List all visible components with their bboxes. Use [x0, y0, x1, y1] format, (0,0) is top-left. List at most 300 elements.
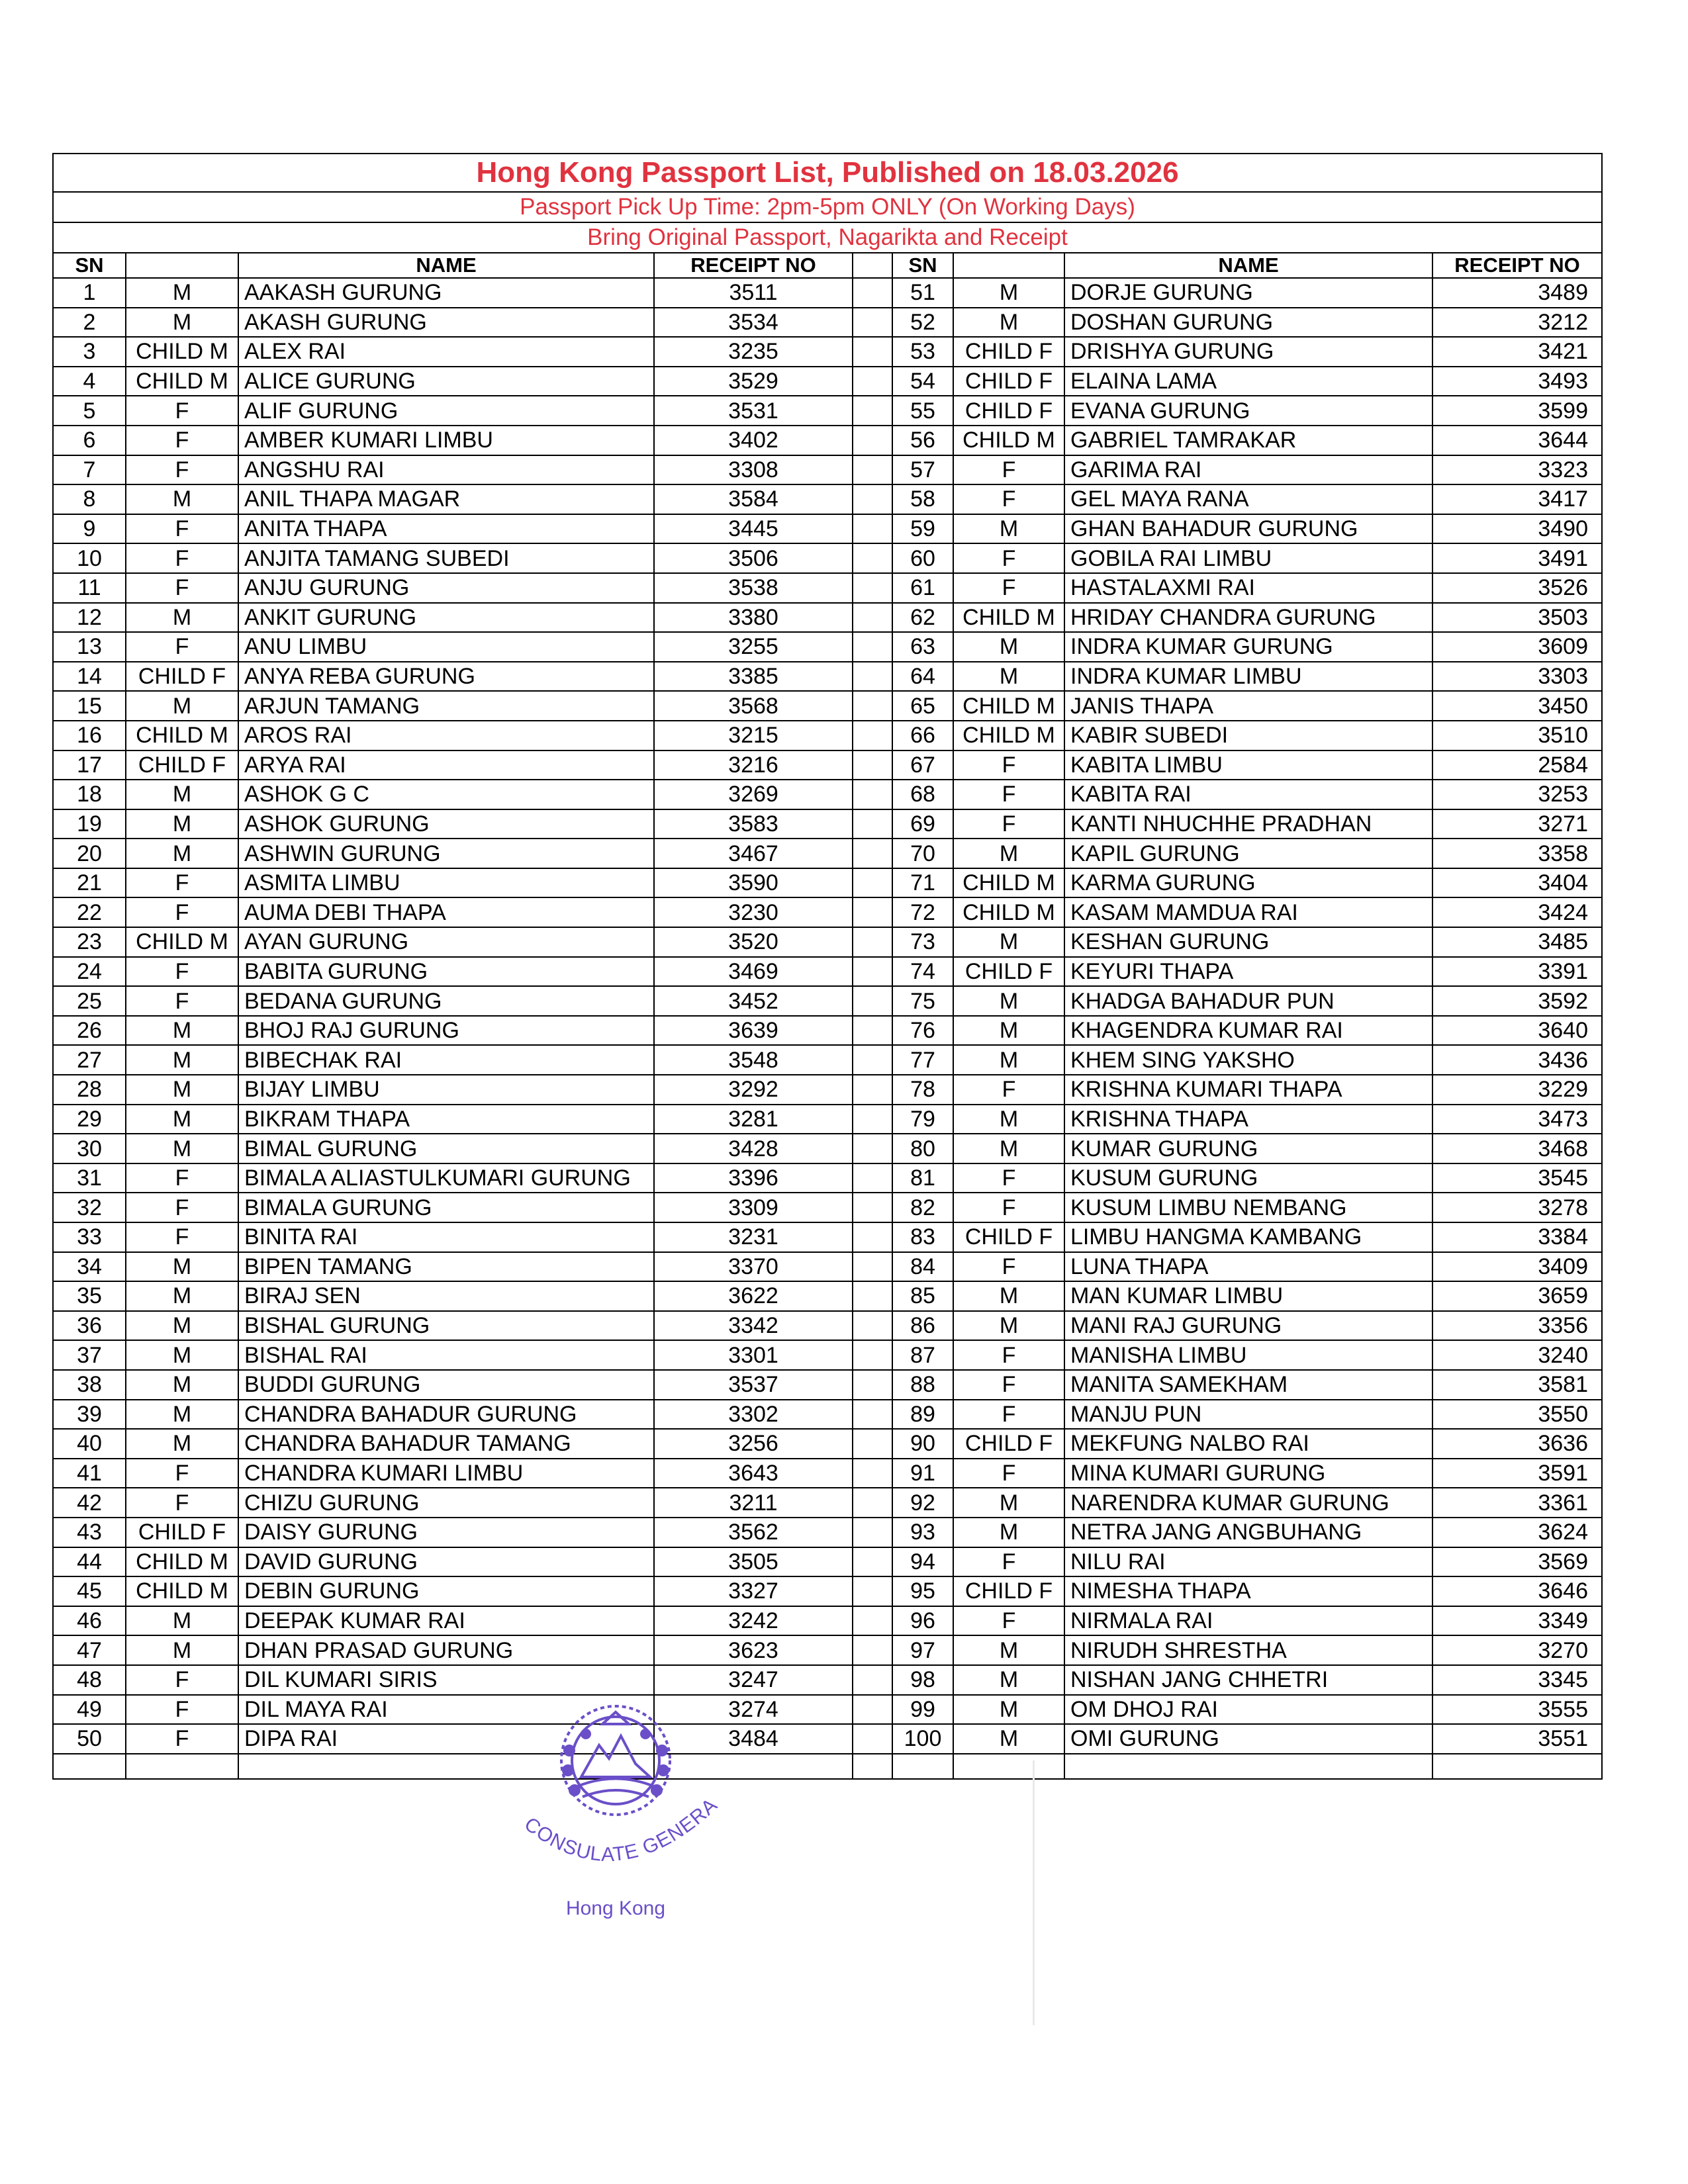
- cell-sn: 59: [892, 514, 953, 544]
- cell-name: ALEX RAI: [238, 337, 654, 367]
- cell-receipt: 3370: [654, 1252, 853, 1282]
- cell-sn: 98: [892, 1665, 953, 1695]
- table-row: [53, 691, 1602, 721]
- cell-spacer: [853, 1547, 892, 1577]
- cell-sn: 43: [53, 1518, 126, 1547]
- cell-name: BHOJ RAJ GURUNG: [238, 1016, 654, 1046]
- cell-spacer: [853, 1252, 892, 1282]
- cell-name: CHANDRA BAHADUR TAMANG: [238, 1429, 654, 1459]
- cell-name: OM DHOJ RAI: [1064, 1695, 1432, 1725]
- cell-sn: 4: [53, 367, 126, 396]
- cell-type: F: [953, 1370, 1064, 1400]
- cell-name: KHAGENDRA KUMAR RAI: [1064, 1016, 1432, 1046]
- table-row: [53, 484, 1602, 514]
- table-row: [53, 809, 1602, 839]
- cell-type: F: [126, 573, 238, 603]
- table-row: [53, 927, 1602, 957]
- cell-receipt: 3624: [1432, 1518, 1602, 1547]
- cell-spacer: [853, 1134, 892, 1163]
- cell-spacer: [853, 514, 892, 544]
- cell-sn: 45: [53, 1576, 126, 1606]
- cell-spacer: [853, 1075, 892, 1105]
- cell-spacer: [853, 691, 892, 721]
- cell-receipt: 3581: [1432, 1370, 1602, 1400]
- cell-receipt: 3511: [654, 278, 853, 308]
- cell-receipt: 3562: [654, 1518, 853, 1547]
- cell-name: GARIMA RAI: [1064, 455, 1432, 485]
- cell-name: AKASH GURUNG: [238, 308, 654, 338]
- cell-receipt: 3583: [654, 809, 853, 839]
- cell-sn: 78: [892, 1075, 953, 1105]
- cell-sn: 92: [892, 1488, 953, 1518]
- cell-name: ANYA REBA GURUNG: [238, 662, 654, 692]
- cell-spacer: [853, 1222, 892, 1252]
- cell-type: M: [126, 278, 238, 308]
- cell-spacer: [853, 1488, 892, 1518]
- cell-sn: 61: [892, 573, 953, 603]
- cell-type: M: [953, 632, 1064, 662]
- cell-spacer: [853, 573, 892, 603]
- cell-name: AROS RAI: [238, 721, 654, 751]
- cell-name: ANJITA TAMANG SUBEDI: [238, 543, 654, 573]
- cell-type: F: [953, 1400, 1064, 1430]
- cell-name: ARYA RAI: [238, 751, 654, 780]
- cell-name: GEL MAYA RANA: [1064, 484, 1432, 514]
- cell-sn: 100: [892, 1724, 953, 1754]
- cell-name: KARMA GURUNG: [1064, 868, 1432, 898]
- cell-receipt: 3592: [1432, 986, 1602, 1016]
- cell-name: DIL MAYA RAI: [238, 1695, 654, 1725]
- cell-type: CHILD M: [953, 721, 1064, 751]
- cell-receipt: 3281: [654, 1105, 853, 1134]
- cell-name: ASHOK G C: [238, 780, 654, 809]
- cell-type: F: [953, 1606, 1064, 1636]
- cell-spacer: [853, 603, 892, 633]
- cell-receipt: 3534: [654, 308, 853, 338]
- cell-receipt: 3467: [654, 839, 853, 868]
- cell-receipt: 3391: [1432, 957, 1602, 987]
- cell-type: CHILD F: [953, 337, 1064, 367]
- table-row: [53, 1281, 1602, 1311]
- cell-name: MANISHA LIMBU: [1064, 1340, 1432, 1370]
- cell-sn: 96: [892, 1606, 953, 1636]
- cell-type: M: [953, 1488, 1064, 1518]
- cell-type: CHILD M: [953, 691, 1064, 721]
- cell-name: ARJUN TAMANG: [238, 691, 654, 721]
- cell-receipt: 3548: [654, 1045, 853, 1075]
- cell-receipt: 3269: [654, 780, 853, 809]
- cell-spacer: [853, 662, 892, 692]
- cell-type: F: [953, 1547, 1064, 1577]
- cell-type: F: [953, 780, 1064, 809]
- cell-sn: 49: [53, 1695, 126, 1725]
- cell-name: JANIS THAPA: [1064, 691, 1432, 721]
- cell-spacer: [853, 839, 892, 868]
- cell-sn: 12: [53, 603, 126, 633]
- cell-receipt: 3380: [654, 603, 853, 633]
- cell-sn: 71: [892, 868, 953, 898]
- cell-name: ANU LIMBU: [238, 632, 654, 662]
- cell-receipt: 3473: [1432, 1105, 1602, 1134]
- cell-sn: 41: [53, 1459, 126, 1488]
- cell-spacer: [853, 1016, 892, 1046]
- cell-spacer: [853, 1281, 892, 1311]
- cell-name: KASAM MAMDUA RAI: [1064, 897, 1432, 927]
- cell-sn: 82: [892, 1193, 953, 1222]
- cell-type: CHILD F: [953, 957, 1064, 987]
- cell-type: F: [126, 1724, 238, 1754]
- cell-receipt: 3396: [654, 1163, 853, 1193]
- cell-sn: 34: [53, 1252, 126, 1282]
- cell-type: M: [953, 1695, 1064, 1725]
- table-row: [53, 1400, 1602, 1430]
- table-row: [53, 1222, 1602, 1252]
- cell-type: CHILD F: [126, 751, 238, 780]
- cell-type: M: [126, 484, 238, 514]
- cell-type: M: [953, 1105, 1064, 1134]
- cell-spacer: [853, 337, 892, 367]
- cell-type: F: [126, 1488, 238, 1518]
- cell-receipt: 3271: [1432, 809, 1602, 839]
- cell-type: F: [126, 632, 238, 662]
- cell-receipt: 3526: [1432, 573, 1602, 603]
- cell-sn: 75: [892, 986, 953, 1016]
- cell-sn: 85: [892, 1281, 953, 1311]
- cell-receipt: 3358: [1432, 839, 1602, 868]
- svg-text:CONSULATE GENERAL OF NEPAL: [503, 1704, 722, 1866]
- cell-name: KESHAN GURUNG: [1064, 927, 1432, 957]
- cell-sn: 68: [892, 780, 953, 809]
- cell-spacer: [853, 927, 892, 957]
- cell-spacer: [853, 543, 892, 573]
- cell-type: M: [126, 780, 238, 809]
- cell-type: M: [953, 1665, 1064, 1695]
- cell-type: CHILD F: [953, 1576, 1064, 1606]
- cell-receipt: 3278: [1432, 1193, 1602, 1222]
- cell-sn: 33: [53, 1222, 126, 1252]
- cell-name: AUMA DEBI THAPA: [238, 897, 654, 927]
- cell-receipt: 3450: [1432, 691, 1602, 721]
- cell-spacer: [853, 1045, 892, 1075]
- cell-name: BIMALA ALIASTULKUMARI GURUNG: [238, 1163, 654, 1193]
- cell-sn: 6: [53, 426, 126, 455]
- cell-receipt: 3302: [654, 1400, 853, 1430]
- cell-name: DRISHYA GURUNG: [1064, 337, 1432, 367]
- cell-receipt: 3568: [654, 691, 853, 721]
- cell-receipt: 3489: [1432, 278, 1602, 308]
- cell-type: F: [126, 1459, 238, 1488]
- cell-spacer: [853, 1724, 892, 1754]
- document-title: Hong Kong Passport List, Published on 18.03.2026: [53, 154, 1602, 192]
- cell-name: GHAN BAHADUR GURUNG: [1064, 514, 1432, 544]
- cell-type: M: [953, 1635, 1064, 1665]
- cell-type: F: [953, 543, 1064, 573]
- cell-sn: 55: [892, 396, 953, 426]
- cell-sn: 15: [53, 691, 126, 721]
- cell-sn: 79: [892, 1105, 953, 1134]
- cell-spacer: [853, 1459, 892, 1488]
- column-header-receipt: RECEIPT NO: [1432, 253, 1602, 278]
- cell-name: DEEPAK KUMAR RAI: [238, 1606, 654, 1636]
- cell-name: ELAINA LAMA: [1064, 367, 1432, 396]
- cell-sn: 90: [892, 1429, 953, 1459]
- consulate-seal: [503, 1704, 741, 1923]
- cell-sn: 20: [53, 839, 126, 868]
- cell-type: F: [953, 809, 1064, 839]
- cell-name: LIMBU HANGMA KAMBANG: [1064, 1222, 1432, 1252]
- cell-type: M: [953, 308, 1064, 338]
- cell-receipt: 3469: [654, 957, 853, 987]
- cell-sn: 21: [53, 868, 126, 898]
- table-row: [53, 1488, 1602, 1518]
- cell-name: BIJAY LIMBU: [238, 1075, 654, 1105]
- cell-type: M: [126, 1429, 238, 1459]
- cell-spacer: [853, 367, 892, 396]
- cell-sn: 48: [53, 1665, 126, 1695]
- cell-spacer: [853, 751, 892, 780]
- cell-type: CHILD F: [953, 367, 1064, 396]
- table-row: [53, 662, 1602, 692]
- cell-receipt: 3212: [1432, 308, 1602, 338]
- cell-type: M: [953, 1724, 1064, 1754]
- cell-sn: 42: [53, 1488, 126, 1518]
- cell-receipt: 3551: [1432, 1724, 1602, 1754]
- cell-sn: 24: [53, 957, 126, 987]
- cell-name: NARENDRA KUMAR GURUNG: [1064, 1488, 1432, 1518]
- cell-type: F: [126, 868, 238, 898]
- cell-receipt: 3538: [654, 573, 853, 603]
- cell-receipt: 3644: [1432, 426, 1602, 455]
- cell-sn: 28: [53, 1075, 126, 1105]
- cell-sn: 7: [53, 455, 126, 485]
- cell-receipt: 3384: [1432, 1222, 1602, 1252]
- cell-sn: 29: [53, 1105, 126, 1134]
- cell-name: DIPA RAI: [238, 1724, 654, 1754]
- cell-name: ALICE GURUNG: [238, 367, 654, 396]
- cell-name: MANITA SAMEKHAM: [1064, 1370, 1432, 1400]
- cell-type: F: [126, 455, 238, 485]
- cell-name: KABITA RAI: [1064, 780, 1432, 809]
- cell-spacer: [853, 484, 892, 514]
- table-row: [53, 1724, 1602, 1754]
- cell-receipt: 3531: [654, 396, 853, 426]
- cell-spacer: [853, 1518, 892, 1547]
- cell-sn: 62: [892, 603, 953, 633]
- cell-type: M: [126, 1400, 238, 1430]
- cell-name: AAKASH GURUNG: [238, 278, 654, 308]
- cell-spacer: [853, 1695, 892, 1725]
- cell-receipt: 3622: [654, 1281, 853, 1311]
- cell-sn: 77: [892, 1045, 953, 1075]
- cell-sn: 69: [892, 809, 953, 839]
- cell-spacer: [853, 1370, 892, 1400]
- cell-name: NISHAN JANG CHHETRI: [1064, 1665, 1432, 1695]
- cell-sn: 93: [892, 1518, 953, 1547]
- cell-spacer: [853, 1400, 892, 1430]
- cell-spacer: [853, 1340, 892, 1370]
- cell-type: F: [953, 1163, 1064, 1193]
- cell-spacer: [853, 1665, 892, 1695]
- table-row: [53, 1134, 1602, 1163]
- cell-sn: 66: [892, 721, 953, 751]
- table-row: [53, 308, 1602, 338]
- cell-name: MAN KUMAR LIMBU: [1064, 1281, 1432, 1311]
- cell-receipt: 3349: [1432, 1606, 1602, 1636]
- table-row: [53, 751, 1602, 780]
- cell-name: DAISY GURUNG: [238, 1518, 654, 1547]
- cell-type: F: [953, 1340, 1064, 1370]
- table-row: [53, 1193, 1602, 1222]
- cell-receipt: 3323: [1432, 455, 1602, 485]
- cell-type: M: [953, 839, 1064, 868]
- cell-sn: 13: [53, 632, 126, 662]
- cell-receipt: 3417: [1432, 484, 1602, 514]
- cell-sn: 97: [892, 1635, 953, 1665]
- cell-spacer: [853, 632, 892, 662]
- cell-type: CHILD M: [126, 337, 238, 367]
- cell-receipt: 3421: [1432, 337, 1602, 367]
- cell-sn: 35: [53, 1281, 126, 1311]
- cell-type: M: [953, 1045, 1064, 1075]
- pickup-time-notice: Passport Pick Up Time: 2pm-5pm ONLY (On Working Days): [53, 192, 1602, 222]
- cell-name: DEBIN GURUNG: [238, 1576, 654, 1606]
- column-header-name: NAME: [1064, 253, 1432, 278]
- cell-name: INDRA KUMAR LIMBU: [1064, 662, 1432, 692]
- cell-receipt: 3569: [1432, 1547, 1602, 1577]
- table-row: [53, 780, 1602, 809]
- cell-spacer: [853, 308, 892, 338]
- cell-type: F: [126, 1193, 238, 1222]
- cell-name: DHAN PRASAD GURUNG: [238, 1635, 654, 1665]
- table-row: [53, 1163, 1602, 1193]
- cell-sn: 3: [53, 337, 126, 367]
- cell-receipt: 3485: [1432, 927, 1602, 957]
- cell-receipt: 3484: [654, 1724, 853, 1754]
- cell-spacer: [853, 957, 892, 987]
- cell-receipt: 3216: [654, 751, 853, 780]
- cell-receipt: 3503: [1432, 603, 1602, 633]
- cell-type: M: [953, 1518, 1064, 1547]
- cell-spacer: [853, 1105, 892, 1134]
- cell-receipt: 3555: [1432, 1695, 1602, 1725]
- cell-spacer: [853, 868, 892, 898]
- cell-receipt: 3599: [1432, 396, 1602, 426]
- cell-name: BABITA GURUNG: [238, 957, 654, 987]
- cell-sn: 10: [53, 543, 126, 573]
- cell-sn: 1: [53, 278, 126, 308]
- cell-spacer: [853, 396, 892, 426]
- cell-receipt: 3342: [654, 1311, 853, 1341]
- cell-type: M: [126, 1045, 238, 1075]
- cell-type: CHILD F: [126, 662, 238, 692]
- cell-receipt: 3292: [654, 1075, 853, 1105]
- table-row: [53, 1370, 1602, 1400]
- column-spacer: [853, 253, 892, 278]
- cell-receipt: 3643: [654, 1459, 853, 1488]
- cell-sn: 65: [892, 691, 953, 721]
- cell-type: M: [126, 1252, 238, 1282]
- cell-type: M: [126, 1340, 238, 1370]
- cell-receipt: 3327: [654, 1576, 853, 1606]
- cell-sn: 47: [53, 1635, 126, 1665]
- cell-name: DAVID GURUNG: [238, 1547, 654, 1577]
- table-row: [53, 986, 1602, 1016]
- table-row: [53, 1252, 1602, 1282]
- seal-text-city: Hong Kong: [565, 1897, 666, 1919]
- cell-name: KHEM SING YAKSHO: [1064, 1045, 1432, 1075]
- cell-type: M: [953, 662, 1064, 692]
- cell-name: KUMAR GURUNG: [1064, 1134, 1432, 1163]
- cell-type: M: [126, 1370, 238, 1400]
- cell-name: BIMAL GURUNG: [238, 1134, 654, 1163]
- cell-name: ASHWIN GURUNG: [238, 839, 654, 868]
- cell-type: CHILD M: [126, 367, 238, 396]
- cell-spacer: [853, 1576, 892, 1606]
- cell-sn: 99: [892, 1695, 953, 1725]
- cell-type: CHILD M: [126, 1576, 238, 1606]
- cell-type: F: [953, 751, 1064, 780]
- cell-name: GOBILA RAI LIMBU: [1064, 543, 1432, 573]
- cell-sn: 5: [53, 396, 126, 426]
- cell-name: AMBER KUMARI LIMBU: [238, 426, 654, 455]
- cell-type: M: [126, 1281, 238, 1311]
- cell-type: M: [126, 1606, 238, 1636]
- cell-sn: 30: [53, 1134, 126, 1163]
- cell-receipt: 3452: [654, 986, 853, 1016]
- cell-sn: 86: [892, 1311, 953, 1341]
- passport-list-table: [52, 153, 1603, 1780]
- cell-name: NIRUDH SHRESTHA: [1064, 1635, 1432, 1665]
- cell-name: NIMESHA THAPA: [1064, 1576, 1432, 1606]
- cell-sn: 95: [892, 1576, 953, 1606]
- cell-spacer: [853, 455, 892, 485]
- cell-sn: 84: [892, 1252, 953, 1282]
- cell-type: F: [126, 957, 238, 987]
- cell-type: F: [126, 426, 238, 455]
- cell-receipt: 3436: [1432, 1045, 1602, 1075]
- cell-type: CHILD M: [953, 897, 1064, 927]
- cell-name: DORJE GURUNG: [1064, 278, 1432, 308]
- cell-sn: 74: [892, 957, 953, 987]
- cell-receipt: 3468: [1432, 1134, 1602, 1163]
- cell-name: INDRA KUMAR GURUNG: [1064, 632, 1432, 662]
- cell-sn: 54: [892, 367, 953, 396]
- cell-sn: 64: [892, 662, 953, 692]
- cell-spacer: [853, 780, 892, 809]
- cell-receipt: 3402: [654, 426, 853, 455]
- cell-receipt: 3491: [1432, 543, 1602, 573]
- table-row: [53, 337, 1602, 367]
- table-row: [53, 603, 1602, 633]
- cell-receipt: 3309: [654, 1193, 853, 1222]
- table-row: [53, 721, 1602, 751]
- cell-type: F: [953, 455, 1064, 485]
- table-row: [53, 367, 1602, 396]
- cell-receipt: 3240: [1432, 1340, 1602, 1370]
- table-row: [53, 1635, 1602, 1665]
- cell-receipt: 3510: [1432, 721, 1602, 751]
- cell-receipt: 3253: [1432, 780, 1602, 809]
- cell-receipt: 3636: [1432, 1429, 1602, 1459]
- cell-spacer: [853, 721, 892, 751]
- cell-receipt: 3537: [654, 1370, 853, 1400]
- table-row: [53, 897, 1602, 927]
- cell-type: CHILD F: [953, 396, 1064, 426]
- cell-sn: 91: [892, 1459, 953, 1488]
- cell-type: M: [953, 514, 1064, 544]
- cell-spacer: [853, 1311, 892, 1341]
- cell-sn: 9: [53, 514, 126, 544]
